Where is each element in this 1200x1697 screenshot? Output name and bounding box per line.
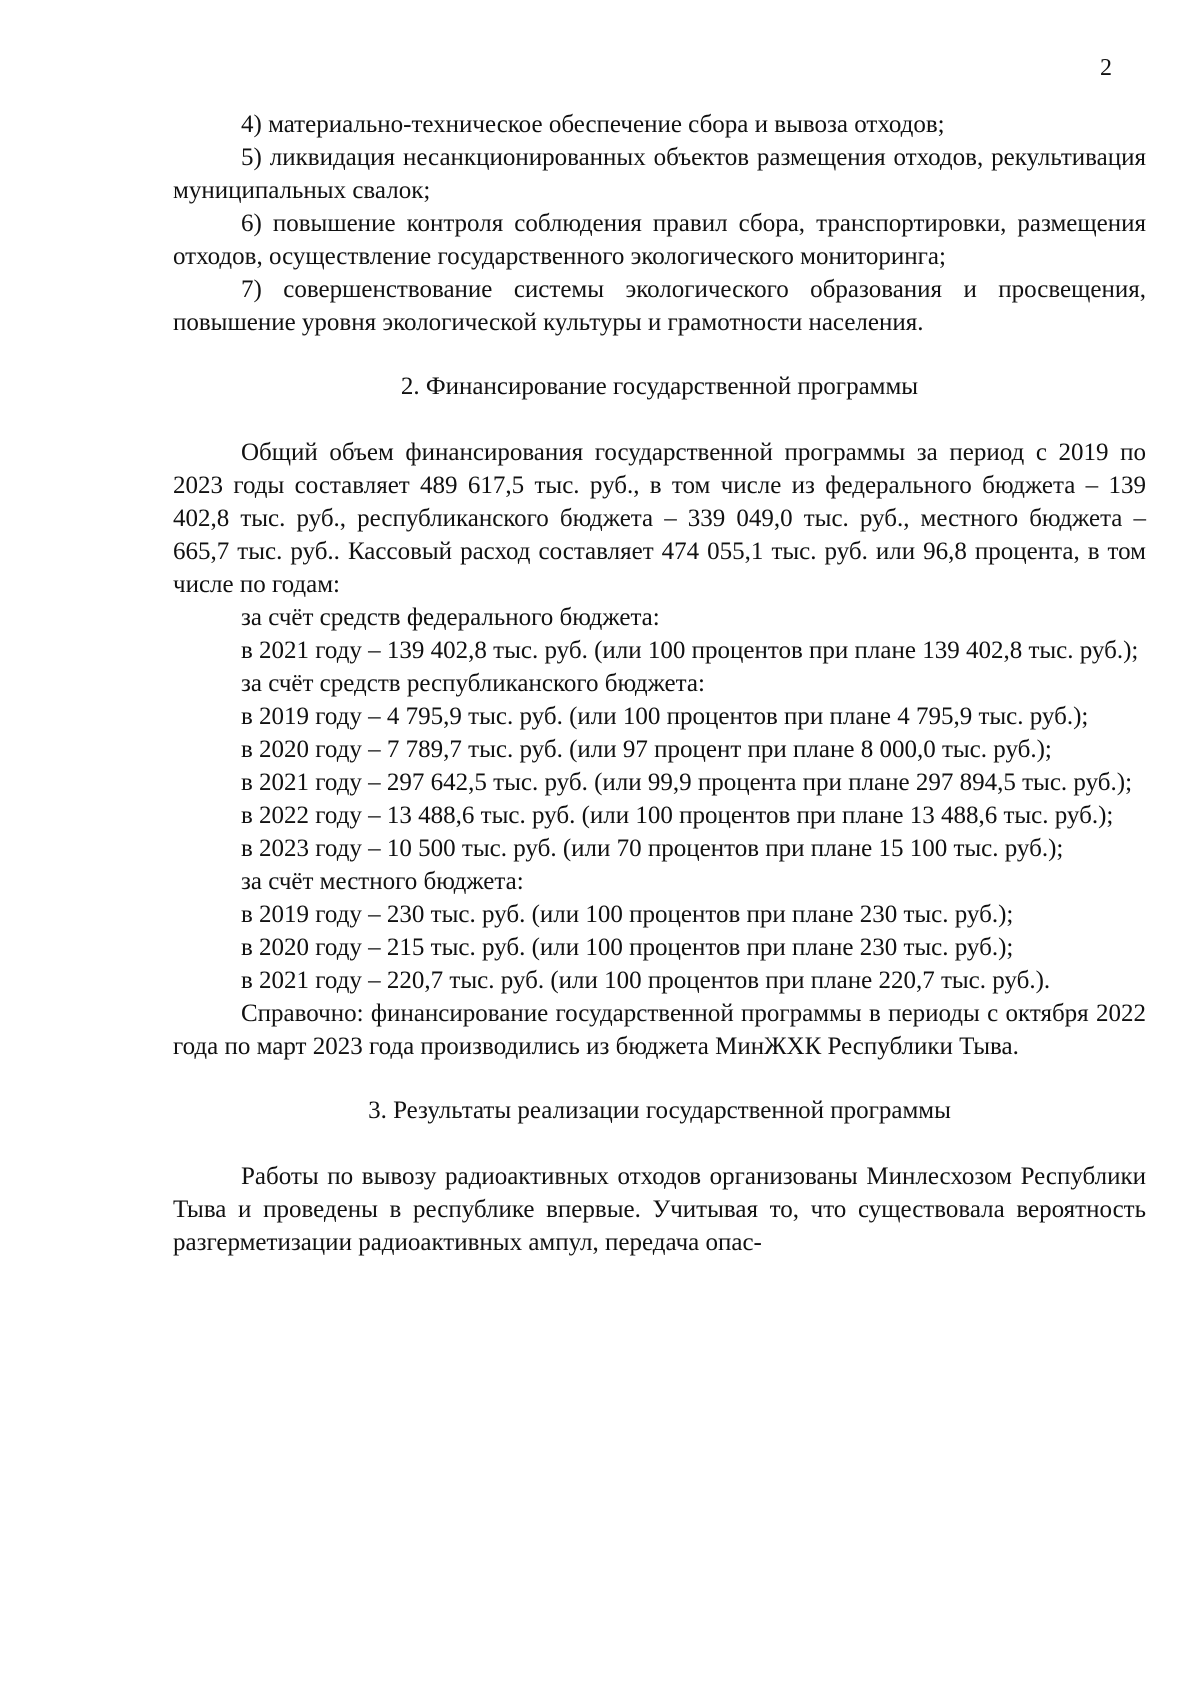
page-number: 2 <box>1100 55 1112 81</box>
paragraph-federal-label: за счёт средств федерального бюджета: <box>241 604 660 631</box>
paragraph-local-2020: в 2020 году – 215 тыс. руб. (или 100 процентов при плане 230 тыс. руб.); <box>241 934 1014 961</box>
list-item: 7) совершенствование системы экологического образования и просвещения, повышение уровня экологической культуры и грамотности населения. <box>173 276 1146 336</box>
paragraph-republic-2021: в 2021 году – 297 642,5 тыс. руб. (или 99,9 процента при плане 297 894,5 тыс. руб.); <box>241 769 1133 796</box>
paragraph-reference-note: Справочно: финансирование государственной программы в периоды с октября 2022 года по март 2023 года производились из бюджета МинЖХК Республики Тыва. <box>173 1000 1146 1060</box>
section-heading-financing: 2. Финансирование государственной программы <box>400 373 919 400</box>
paragraph-financing-total: Общий объем финансирования государственной программы за период с 2019 по 2023 годы составляет 489 617,5 тыс. руб., в том числе из федерального бюджета – 139 402,8 тыс. руб., республиканского бюджета – 339 049,0 тыс. руб., местного бюджета – 665,7 тыс. руб.. Кассовый расход составляет 474 055,1 тыс. руб. или 96,8 процента, в том числе по годам: <box>173 439 1146 598</box>
list-item: 6) повышение контроля соблюдения правил сбора, транспортировки, размещения отходов, осуществление государственного экологического мониторинга; <box>173 210 1146 270</box>
paragraph-local-2021: в 2021 году – 220,7 тыс. руб. (или 100 процентов при плане 220,7 тыс. руб.). <box>241 967 1051 994</box>
list-item: 4) материально-техническое обеспечение сбора и вывоза отходов; <box>241 111 945 138</box>
paragraph-republic-2023: в 2023 году – 10 500 тыс. руб. (или 70 процентов при плане 15 100 тыс. руб.); <box>241 835 1064 862</box>
document-body <box>173 108 1146 1259</box>
section-heading-results: 3. Результаты реализации государственной программы <box>368 1097 951 1124</box>
paragraph-results: Работы по вывозу радиоактивных отходов организованы Минлесхозом Республики Тыва и проведены в республике впервые. Учитывая то, что существовала вероятность разгерметизации радиоактивных ампул, передача опас- <box>173 1163 1146 1256</box>
paragraph-republic-2019: в 2019 году – 4 795,9 тыс. руб. (или 100 процентов при плане 4 795,9 тыс. руб.); <box>241 703 1089 730</box>
paragraph-republic-label: за счёт средств республиканского бюджета: <box>241 670 705 697</box>
paragraph-local-2019: в 2019 году – 230 тыс. руб. (или 100 процентов при плане 230 тыс. руб.); <box>241 901 1014 928</box>
paragraph-local-label: за счёт местного бюджета: <box>241 868 524 895</box>
paragraph-republic-2022: в 2022 году – 13 488,6 тыс. руб. (или 100 процентов при плане 13 488,6 тыс. руб.); <box>241 802 1114 829</box>
paragraph-republic-2020: в 2020 году – 7 789,7 тыс. руб. (или 97 процент при плане 8 000,0 тыс. руб.); <box>241 736 1052 763</box>
list-item: 5) ликвидация несанкционированных объектов размещения отходов, рекультивация муниципальных свалок; <box>173 144 1146 204</box>
paragraph-federal-2021: в 2021 году – 139 402,8 тыс. руб. (или 100 процентов при плане 139 402,8 тыс. руб.); <box>241 637 1139 664</box>
